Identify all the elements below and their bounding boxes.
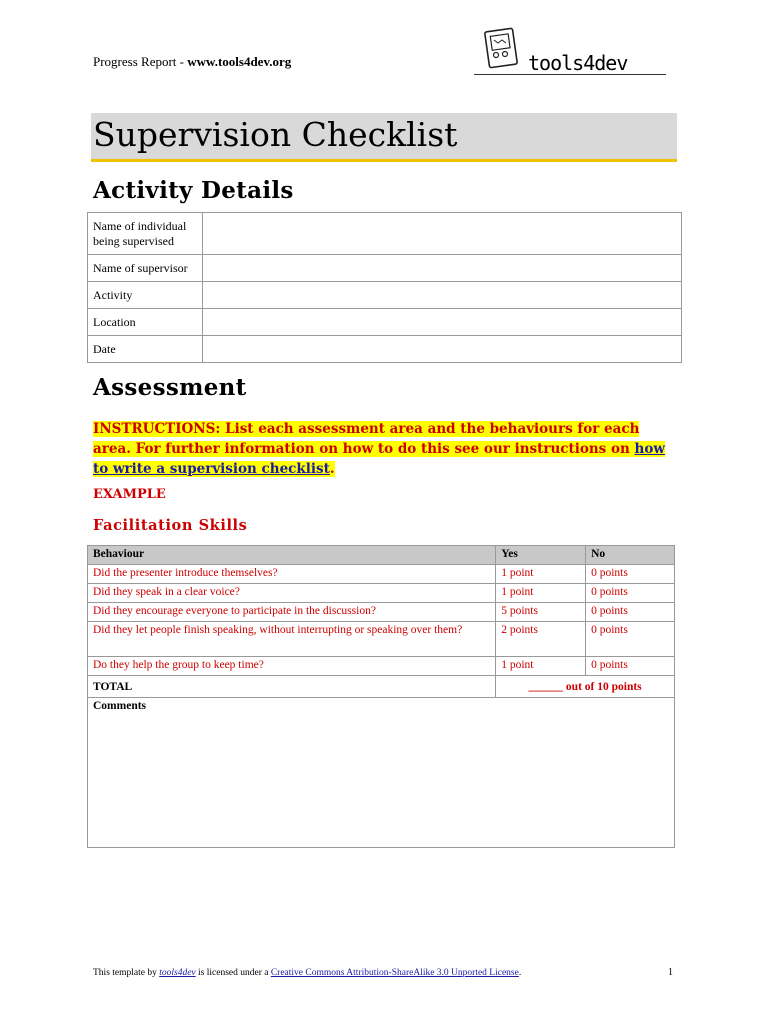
tools4dev-logo [474,26,666,82]
page-number: 1 [668,967,673,978]
activity-field[interactable] [203,282,682,309]
table-row [88,657,675,676]
yes-cell: 1 point [496,584,586,603]
table-row [88,622,675,657]
no-cell: 0 points [586,622,675,657]
date-field[interactable] [203,336,682,363]
behaviour-cell: Did they speak in a clear voice? [88,584,496,603]
how-to-link[interactable]: how to write a supervision checklist [93,441,665,477]
row-label: Name of individual being supervised [88,213,203,255]
row-label: Activity [88,282,203,309]
supervisor-field[interactable] [203,255,682,282]
yes-cell: 1 point [496,565,586,584]
behaviour-cell: Did they encourage everyone to participate in the discussion? [88,603,496,622]
instructions-text: INSTRUCTIONS: List each assessment area and the behaviours for each area. For further information on how to do this see our instructions on [93,421,640,457]
tablet-sketch-icon [482,26,522,70]
behaviour-cell: Do they help the group to keep time? [88,657,496,676]
instructions-end: . [329,461,335,477]
table-row [88,309,682,336]
total-value[interactable]: ______ out of 10 points [496,676,675,698]
table-row [88,336,682,363]
title-bar [91,113,677,162]
table-row [88,565,675,584]
footer-license [93,968,521,978]
total-label: TOTAL [88,676,496,698]
table-row [88,255,682,282]
footer-author-link[interactable]: tools4dev [159,968,196,978]
table-row [88,603,675,622]
logo-underline [474,74,666,75]
table-row [88,282,682,309]
footer-pre: This template by [93,968,160,978]
activity-heading: Activity Details [93,177,294,204]
no-cell: 0 points [586,603,675,622]
col-yes: Yes [496,546,586,565]
activity-details-table [87,212,682,363]
yes-cell: 1 point [496,657,586,676]
row-label: Name of supervisor [88,255,203,282]
table-row [88,584,675,603]
table-row [88,213,682,255]
header-site: www.tools4dev.org [187,54,292,69]
license-link[interactable]: Creative Commons Attribution-ShareAlike 3.0 Unported License [270,968,519,978]
comments-box[interactable]: Comments [88,698,675,848]
yes-cell: 2 points [496,622,586,657]
assessment-heading: Assessment [93,374,247,401]
no-cell: 0 points [586,657,675,676]
yes-cell: 5 points [496,603,586,622]
header-text [93,54,291,70]
assessment-table [87,545,675,848]
header-row [88,546,675,565]
footer-mid: is licensed under a [195,968,271,978]
no-cell: 0 points [586,584,675,603]
col-no: No [586,546,675,565]
logo-text: tools4dev [528,51,628,75]
footer-post: . [518,968,522,978]
behaviour-cell: Did they let people finish speaking, without interrupting or speaking over them? [88,622,496,657]
col-behaviour: Behaviour [88,546,496,565]
row-label: Date [88,336,203,363]
instructions [93,419,673,479]
total-row [88,676,675,698]
name-individual-field[interactable] [203,213,682,255]
comments-row [88,698,675,848]
no-cell: 0 points [586,565,675,584]
example-label: EXAMPLE [93,487,166,502]
row-label: Location [88,309,203,336]
location-field[interactable] [203,309,682,336]
behaviour-cell: Did the presenter introduce themselves? [88,565,496,584]
page-title: Supervision Checklist [93,115,458,154]
facilitation-subheading: Facilitation Skills [93,517,248,534]
header-prefix: Progress Report - [93,54,188,69]
